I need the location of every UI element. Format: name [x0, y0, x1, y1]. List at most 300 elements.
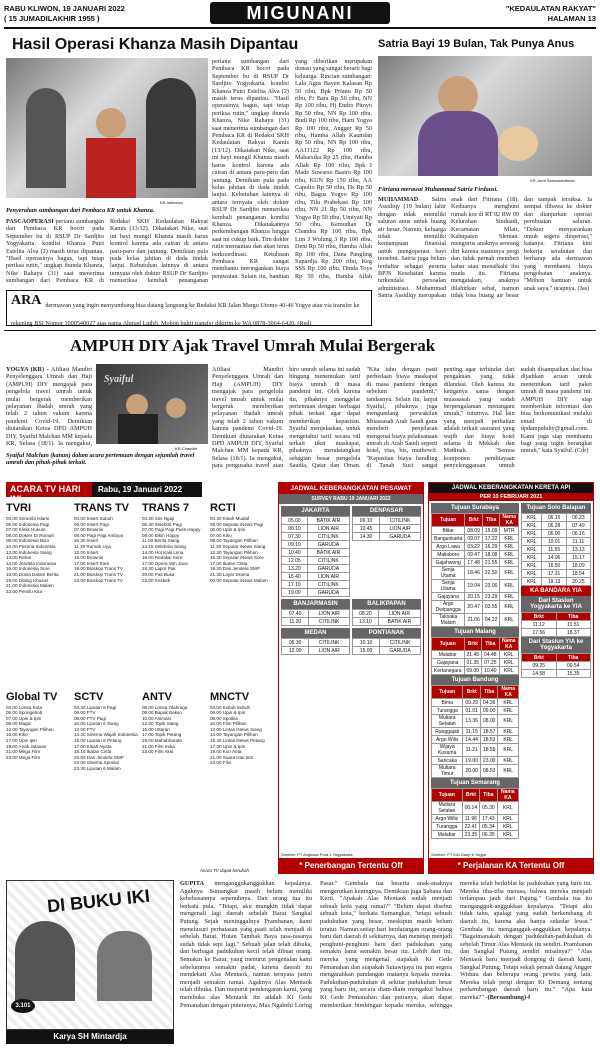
train-cell: 09.00: [480, 707, 498, 715]
plane-row: [282, 610, 350, 618]
train-cell: 17.43: [480, 815, 498, 823]
train-row: [432, 543, 519, 551]
train-cell: KRL: [497, 802, 518, 815]
tv-program: 22.00 Kesbek: [142, 577, 171, 583]
donation-notice: [6, 290, 372, 326]
plane-route-table: [281, 609, 350, 626]
bandara-header: Tiba: [556, 613, 591, 621]
train-cell: KRL: [500, 593, 519, 601]
train-cell: 08.00: [480, 715, 498, 728]
train-footer: * Perjalanan KA Tertentu Off: [429, 858, 593, 873]
train-cell: Wijaya Kusuma: [432, 744, 463, 757]
train-row: [432, 614, 519, 627]
plane-cell: 12.05: [282, 557, 308, 565]
tv-program: 09.00 Bikin Happy: [142, 532, 180, 538]
train-header: Nama KA: [500, 514, 519, 527]
train-header: Tujuan: [432, 638, 465, 651]
plane-cell: LION AIR: [307, 525, 349, 533]
prameks-cell: KRL: [522, 522, 542, 530]
train-cell: 18.57: [480, 728, 498, 736]
comic-badge: 3.101: [11, 999, 35, 1013]
article1-caption: Penyerahan sumbangan dari Pembaca KR untuk Khanza.: [6, 207, 155, 214]
prameks-table: [521, 513, 591, 586]
tv-program: 17.00 Kisah Nyata: [74, 743, 112, 749]
train-header: Tujuan: [432, 514, 465, 527]
plane-route-city: PONTIANAK: [352, 628, 421, 638]
plane-cell: CITILINK: [380, 517, 421, 525]
article1-text: perianu sumbangan dari Pembaca KR bocor pada September bu di RSUP Dr Sardjito Yogyakarta. kondisi Khanza Putri Estelita Alva (2) masih terus dipantau. "Hasil operasinya bagus, tapi tetap periksa rutin," ungkap ibunda Khanza, Nike Rahayu (31) saat menerima sumbangan dari Pembaca KR di Redaksi SKH Kedaulatan Rakyat Kamis (13/12). Dikatakan Nike, saat ini bayi mungil Khanza masih harus kontrol karena ada cairan di antara paru-paru dan jantung. Demikian pula pada kelas jahitan di dada tindak lanjut. Kebutuhan lainnya di antara ternyata oleh dokter RSUP Dr Sardjito memeriksa kembali penanganan: [6, 218, 208, 285]
bandara-cell: 18.37: [556, 629, 591, 637]
plane-subtitle: SURVEY RABU 19 JANUARI 2022: [279, 494, 423, 504]
article3-body: Afiliasi Mandiri Penyelenggara Umrah dan Haji (AMPUH) DIY mengajak para pengelola travel umrah untuk mulai bergerak memberikan pelayanan ibadah umrah yang telah 2 tahun vakum karena pandemi Covid-19. Demikian diutarakan Ketua DPD AMPUH DIY, Syaiful Malchan MM kepada KR, Selasa (18/1). Ia mengakui, para pengusaha travel atau biro umrah selama ini sudah bingung menentukan tarif biaya umrah di masa pandemi ini. Oleh karena itu, pihaknya menggelar pertemuan dengan berbagai pihak terkait agar dapat memberikan kepastian. Syaiful menjelaskan, untuk mengetahui tarif secara riil terkait tiket maskapai, pihaknya mendatangkan sebagian besar pengelola Saudia, Qatar dan Oman. "Kita tahu dengan pasti perbedaan biaya maskapai di masa pandemi dengan sebelum pandemi," tandasnya. Selain itu, lanjut Syaiful, pihaknya juga mengundang perwakilan Muassasah Arab Saudi guna memberi penjelasan mengenai biaya pelaksanaan umrah di Arab Saudi seperti hotel, visa, bis, muthowif. "Kepastian biaya handling di Tanah Suci sangat penting agar terhindar dari pengakuan yang tidak dilandasi. Oleh karena itu ketiganya sama dengan muassasah yang sudah berpengalaman menangani umrah," tuturnya. Hal lain yang menjadi perhatian adalah terkait asuransi yang wajib dan biaya hotel selama di Mekkah dan Madinah. "Semoa komponen pembiayaan penyelenggaraan umrah sudah disampaikan dan bisa dijadikan acuan untuk menentukan tarif paket umrah di masa pandemi ini. AMPUH DIY siap memberikan informasi dan bisa berkomunikasi melalui email di dpdampuhdiy@gmail.com. Kami juga siap membantu bagi yang ingin berangkat umrah," kata Syaiful. (Cdr): [212, 366, 592, 470]
train-cell: 09.47: [465, 551, 483, 559]
tv-program: 12.00 FTV: [74, 726, 96, 732]
tv-program: 20.00 Pas Buka: [142, 571, 175, 577]
article2-text: Satria Assidiqy (19 bulan) lahir dengan tidak memiliki saluran anus untuk buang air besar. Namun, keluarga tidak memiliki kemampuan finansial untuk mengoperasi bayi tersebut. Satria juga belum terdaftar sebagai peserta BPJS Kesehatan karena terkendala persoalan administrasi. Muhammad Satria Assidiqy merupakan anak dari Fitriana (18). Keduanya menghuni rumah kos di RT 02 RW 09 Kelurahan Sinduadi, Kecamatan Mlati, Kabupaten Sleman. mengurus anaknya seorang diri karena suaminya pergi dan tidak pernah memberi kabar atau menafkahi ibu muda itu. Fitriana mengatakan, anaknya dilahirkan sehat, namun tidak bisa buang air besar dan tampak tersiksa. Ia sempat dibawa ke dokter dan dianjurkan operasi pembuatan saluran. "Dokter menyarankan untuk segera dioperasi," katanya. Fitriana kini bekerja serabutan dan berharap ada dermawan yang membantu biaya pengobatan anaknya. "Mohon bantuan untuk anak saya," ucapnya. (Jas): [378, 196, 592, 300]
train-cell: Bangunkarta: [432, 535, 465, 543]
train-row: [432, 651, 519, 659]
tv-program: 08.00 FTV Pagi: [74, 715, 106, 721]
article1-body-cont: perianu sumbangan dari Pembaca KR bocor pada September bu di RSUP Dr Sardjito Yogyakarta. kondisi Khanza Putri Estelita Alva (2) masih terus dipantau. "Hasil operasinya bagus, tapi tetap periksa rutin," ungkap ibunda Khanza, Nike Rahayu (31) saat menerima sumbangan dari Pembaca KR di Redaksi SKH Kedaulatan Rakyat Kamis (13/12). Dikatakan Nike, saat ini bayi mungil Khanza masih harus kontrol karena ada cairan di antara paru-paru dan jantung. Demikian pula pada kelas jahitan di dada tindak lanjut. Kebutuhan lainnya di antara ternyata oleh dokter RSUP Dr Sardjito memeriksa kembali penanganan kondisi Khanza. Dikatakannya perkembangan Khanza hingga saat ini cukup baik. Tim dokter rutin memantau dan akan terus berkoordinasi. Ketulusan Pembaca KR sangat membantu meringankan biaya perawatan. Selain itu, bantuan yang diberikan merupakan donasi yang sangat berarti bagi keluarga. Rincian sumbangan: Lala Agus Bayen Kalasan Rp 50 ribu, Bpk Prianu Rp 50 ribu, Fr Bara Rp 50 ribu, NN Rp 100 ribu, Hj Endro Pitoyo Rp 50 ribu, NN Rp 100 ribu, Budi Rp 100 ribu, Harti Yogya Rp 100 ribu, Angger Rp 50 ribu, Hamba Allah Kaumfan Rp 50 ribu, NN Rp 100 ribu, AA11122 Rp 100 ribu, Maharsika Rp 25 ribu, Hamba Allah Rp 100 ribu, Bpk I Made Suwarso Basiro Rp 100 ribu, KUN Rp 150 ribu, AA Capolio Rp 50 ribu, Hs Rp 50 ribu, Bagus Yogyo Rp 100 ribu, Tilu Prabekasi Rp 100 ribu, NN 21 Rp 50 ribu, NN Yogya Rp 50 ribu, Umiyati Rp 50 ribu. Kemudian Dr Chandra Rp 100 ribu, Bpk Lim J Wulung 3 Rp 100 ribu, Deni Rp 50 ribu, Hamba Allah Rp 100 ribu, Dana Pangling Supardja Rp 200 ribu, Keg SSS Rp 100 ribu, Dinda Toys Rp 50 ribu, Hamba Allah: [212, 58, 372, 280]
tv-program: 21.00 Film India: [142, 743, 175, 749]
train-header: Nama KA: [499, 638, 518, 651]
train-cell: 20.15: [465, 593, 483, 601]
notice-text: dermawan yang ingin menyumbang bisa datang langsung ke Redaksi KR Jalan Margo Utomo 40-46 Yogya atau via transfer ke rekening BSI Nomor 1000540027 atas nama Ahmad Luthfi. Mohon bukti transfer dikirim ke WA 0878-3064-6420. (Red): [11, 302, 360, 327]
comic-title: DI BUKU IKI: [46, 885, 151, 917]
date-line-1: RABU KLIWON, 19 JANUARI 2022: [4, 4, 125, 13]
prameks-cell: 15.17: [566, 554, 590, 562]
plane-row: [282, 549, 350, 557]
train-row: [432, 728, 519, 736]
train-header: Brkt: [463, 686, 481, 699]
train-row: [432, 715, 519, 728]
train-row: [432, 659, 519, 667]
tv-program: 08.00 Dokter Di Rumah: [6, 532, 55, 538]
plane-row: [282, 517, 350, 525]
article2-caption: Fitriana merawat Muhammad Satria Firdausi.: [378, 186, 498, 193]
train-cell: 18.53: [480, 736, 498, 744]
article3-lead: [6, 366, 92, 448]
train-cell: 23.35: [462, 831, 480, 839]
plane-cell: CITILINK: [307, 533, 349, 541]
plane-route: [281, 506, 350, 597]
train-cell: KRL: [498, 757, 519, 765]
tv-program: 23.00 Film: [210, 760, 232, 766]
plane-cell: 06.30: [282, 639, 309, 647]
bandara-cell: 11.12: [522, 621, 556, 629]
tv-program: 04.00 Lensa Kota: [6, 704, 43, 710]
plane-route-city: DENPASAR: [352, 506, 421, 516]
tv-program: 21.00 Suara Hati Istri: [210, 754, 254, 760]
plane-cell: 08.20: [353, 610, 379, 618]
train-cell: 17.48: [465, 559, 483, 567]
train-cell: KRL: [498, 765, 519, 778]
prameks-cell: 13.13: [566, 546, 590, 554]
plane-row: [353, 610, 421, 618]
train-cell: Argo Wilis: [432, 736, 463, 744]
tv-program: 04.30 Liputan 6 Pagi: [74, 704, 117, 710]
bandara-cell: 17.56: [522, 629, 556, 637]
plane-row: [282, 618, 350, 626]
prameks-row: [522, 514, 591, 522]
train-header: Brkt: [465, 514, 483, 527]
tv-program: 19.00 Dialog Khusus: [6, 577, 49, 583]
plane-cell: 06.10: [353, 517, 380, 525]
article2-body: [378, 196, 592, 326]
plane-cell: GARUDA: [307, 541, 349, 549]
tv-program: 15.00 Brownis: [74, 555, 104, 561]
plane-cell: CITILINK: [309, 639, 350, 647]
train-row: [432, 593, 519, 601]
tv-program: 18.30 Lapor Pak: [142, 566, 176, 572]
plane-schedule: [278, 482, 424, 874]
plane-cell: 09.10: [282, 541, 308, 549]
train-cell: 08.53: [480, 765, 498, 778]
tv-program: 21.00 Bioskop Trans TV: [74, 571, 123, 577]
plane-row: [353, 647, 421, 655]
plane-route-table: [281, 516, 350, 597]
train-cell: KRL: [499, 667, 518, 675]
article1-body: [6, 218, 208, 286]
plane-cell: 15.40: [282, 573, 308, 581]
tv-program: 08.00 Spotlite: [210, 715, 239, 721]
train-cell: KRL: [498, 744, 519, 757]
train-cell: 09.07: [465, 535, 483, 543]
train-cell: Senja Utama: [432, 567, 465, 580]
train-header-row: [432, 789, 519, 802]
bandara-header: Tiba: [556, 654, 591, 662]
article2-headline: Satria Bayi 19 Bulan, Tak Punya Anus: [378, 38, 575, 50]
train-cell: Taksaka Malam: [432, 614, 465, 627]
plane-cell: GARUDA: [307, 565, 349, 573]
bandara-group-name: Dari Stasiun YIA ke Yogyakarta: [521, 637, 591, 653]
tv-program: 19.30 Dari Jendela SMP: [210, 566, 260, 572]
article2-dateline: MUHAMMAD: [378, 196, 419, 203]
article3-dateline: YOGYA (KR) -: [6, 366, 49, 373]
tv-program: 04.30 Kisah Mualaf: [210, 516, 250, 521]
tv-program: 17.00 Opera Van Java: [142, 560, 188, 566]
bandara-cell: 09.25: [522, 662, 556, 670]
tv-program: 21.30 Layar Drama: [210, 571, 250, 577]
train-cell: 18.46: [465, 567, 483, 580]
plane-row: [282, 639, 350, 647]
tv-program: 11.30 Seputar iNews Siang: [210, 543, 266, 549]
train-header: Nama KA: [498, 686, 519, 699]
train-cell: KRL: [497, 815, 518, 823]
train-cell: 21.55: [482, 559, 500, 567]
train-group-name: Tujuan Malang: [431, 627, 519, 637]
tv-program: 07.00 Brownis: [74, 527, 104, 533]
tv-program: 19.00 Mahabharata: [142, 738, 182, 744]
train-cell: Gajahwong: [432, 559, 465, 567]
train-cell: Malabar: [432, 651, 465, 659]
tv-schedule: [6, 500, 274, 875]
article3-photo-label: Syaiful: [104, 374, 134, 385]
train-row: [432, 802, 519, 815]
prameks-cell: 06.16: [566, 530, 590, 538]
tv-program: 07.00 Klinik Hukum: [6, 527, 46, 533]
tv-program: 13.00 Rehat: [6, 555, 32, 561]
plane-cell: 19.00: [282, 589, 308, 597]
tv-program: 16.30 Seputar iNews Sore: [210, 555, 264, 561]
train-cell: Malioboro: [432, 551, 465, 559]
train-row: [432, 699, 519, 707]
train-row: [432, 601, 519, 614]
train-cell: Mutiara Selatan: [432, 802, 463, 815]
train-cell: KRL: [500, 567, 519, 580]
masthead-page: [506, 4, 596, 24]
train-row: [432, 551, 519, 559]
train-header: Brkt: [462, 789, 480, 802]
train-row: [432, 815, 519, 823]
prameks-cell: 06.23: [566, 514, 590, 522]
plane-row: [282, 647, 350, 655]
train-row: [432, 667, 519, 675]
plane-cell: 05.00: [282, 517, 308, 525]
train-cell: 10.40: [482, 667, 500, 675]
prameks-title: Tujuan Solo Balapan: [521, 503, 591, 513]
tv-program: 06.00 Upin & Ipin: [210, 527, 246, 533]
train-cell: 05.34: [480, 823, 498, 831]
train-row: [432, 831, 519, 839]
plane-footer: * Penerbangan Tertentu Off: [279, 858, 423, 873]
train-header: Tiba: [480, 789, 498, 802]
story-body: menganggukanggukkan kepalanya. Agaknya Sumangkar masih belum memiliki kebebasannya sepenuhnya. Dan orang tua itu berkata pula, "Tetapi, aku mungkin tidak dapat mengenali lagi daerah sebelah Barat Sangkal Putung. Sejak meninggalnya Prambanan, kami menelusuri perbatasan yang pasti telah menjadi di sebelah Barat. Hutan Tambak Baya rasa-rasanya sudah tidak sepi lagi." Sebuah jalan telah dibuka, dan berbagai padukuhan kecil telah dibuat orang. Semakin ke Barat, yang menurut pengenalan kami sebelumnya semakin padat, karena daerah itu mendekati Alas Mentaok, namun ternyata justru menjadi semakin ramai. Agaknya Alas Mentaok telah dibuka. Dan menurut pendengaran kami, yang membuka alas Mentaok itu adalah Ki Gede Pemanahan dengan puteranya, Mas Ngabehi Loring Pasar." Gembala tua beserta anak-anaknya mengerutkan keningnya. Demikian juga Sabana dan Kerti. "Apakah Alas Mentaok sudah menjadi sebuah kota yang ramai?" "Belum dapat disebut sebuah kota," berkata Sumangkar, "tetapi sebuah padukuhan yang besar, meskipun masih belum teratur. Namun setiap hari berdatangan orang-orang baru dari daerah di sekitarnya, dan menetap menjadi penghuni-penghuni baru dari padukuhan yang semakin lama semakin besar itu. Lebih dari itu, mereka yang mengenal siapakah Ki Gede Pemanahan dan siapakah Sutawijaya itu pun segera mengarahkan pandangan matanya kepada mereka. Padukuhan-padukuhan di sekitar padukuhan besar yang baru itu, secara diam-diam mengakui bahwa Ki Gede Pemanahan dan putranya, akan dapat memberikan bimbingan kepada mereka, sehingga mereka telah berkiblat ke padukuhan yang baru itu. Mereka tiba-tiba merasa, bahwa mereka menjadi terlampau jauh dari Pajang." Gembala tua itu mengangguk-anggukkan kepalanya. "Tetapi aku tidak tahu, apalagi yang sudah berkembang di daerah itu, karena aku hanya sekedar lewat." Gembala itu mengangguk-anggukkan kepalanya. "Bagaimanakah dengan padukuhan-padukuhan di sebelah Timur Alas Mentaok itu sendiri. Prambanan dan Sangkal Putung sendiri misalnya?" "Alas Mentaok baru menjadi dongeng di daerah kami, Sangkal Putung. Tetapi sekali pernah datang Angger Widura dan beberapa orang pewira yang lain. Mereka telah pergi dengan Ki Demang tentang perkembangan daerah baru itu." "Apa kata mereka?": [180, 880, 592, 1009]
prameks-cell: KRL: [522, 578, 542, 586]
train-cell: KRL: [500, 543, 519, 551]
train-cell: Blitar: [432, 527, 465, 535]
article1-photo-credit: KR-Istimewa: [160, 200, 183, 205]
train-cell: 20.47: [465, 601, 483, 614]
prameks-row: [522, 522, 591, 530]
train-cell: Turangga: [432, 823, 463, 831]
train-cell: 04.48: [482, 651, 500, 659]
tv-program: 22.00 Sinema Spesial: [74, 760, 119, 766]
prameks-cell: 06.28: [542, 522, 566, 530]
tv-program: 18.15 Ikatan Cinta: [74, 749, 112, 755]
tv-program: 08.00 Pagi Pagi Ambyar: [74, 532, 124, 538]
tv-channel-name: TRANS 7: [142, 502, 190, 514]
tv-channel-name: SCTV: [74, 690, 104, 703]
tv-channel: [142, 500, 206, 687]
tv-date: Rabu, 19 Januari 2022: [92, 482, 202, 497]
article2-photo-credit: KR-Jarot Sarwosambodo: [530, 178, 575, 183]
train-cell: 08.09: [465, 527, 483, 535]
prameks-cell: KRL: [522, 538, 542, 546]
tv-program: 15.00 Kiko: [6, 732, 28, 738]
train-cell: 04.36: [480, 699, 498, 707]
tv-program: 19.00 Bioskop Trans TV: [74, 566, 123, 572]
train-cell: Mutiara Timur: [432, 765, 463, 778]
train-cell: 04.22: [482, 614, 500, 627]
train-header-row: [432, 514, 519, 527]
plane-cell: 14.30: [353, 533, 380, 541]
prameks-cell: KRL: [522, 562, 542, 570]
train-cell: 22.41: [462, 823, 480, 831]
train-cell: Bima: [432, 699, 463, 707]
article1-headline: Hasil Operasi Khanza Masih Dipantau: [12, 36, 299, 53]
plane-route: [352, 628, 421, 655]
train-cell: Ranggajati: [432, 728, 463, 736]
tv-program: 16.00 Indonesia Sore: [6, 566, 50, 572]
train-cell: 22.50: [482, 567, 500, 580]
tv-program: 23.00 Film Aksi: [142, 749, 174, 755]
tv-program: 19.00 Anak Jalanan: [6, 743, 47, 749]
article3-headline: AMPUH DIY Ajak Travel Umrah Mulai Bergerak: [70, 336, 436, 355]
prameks-cell: KRL: [522, 554, 542, 562]
train-table: [431, 685, 519, 778]
plane-route: [281, 628, 350, 655]
train-cell: 11.15: [463, 728, 481, 736]
train-header-row: [432, 638, 519, 651]
train-cell: Gajayana: [432, 593, 465, 601]
train-cell: KRL: [498, 736, 519, 744]
train-cell: KRL: [500, 551, 519, 559]
train-source: Sumber: PT KAI Daop 6 Yogya: [431, 852, 486, 857]
train-group-name: Tujuan Bandung: [431, 675, 519, 685]
page-number: HALAMAN 13: [547, 14, 596, 23]
tv-channel: [142, 689, 206, 876]
prameks-cell: KRL: [522, 514, 542, 522]
plane-cell: BATIK AIR: [307, 549, 349, 557]
plane-route-table: [352, 516, 421, 541]
train-cell: 23.00: [480, 757, 498, 765]
train-group-name: Tujuan Semarang: [431, 778, 519, 788]
train-cell: 21.45: [464, 651, 482, 659]
plane-row: [282, 589, 350, 597]
train-cell: 18.08: [482, 551, 500, 559]
plane-row: [282, 541, 350, 549]
plane-cell: 06.10: [282, 525, 308, 533]
train-cell: 11.96: [462, 815, 480, 823]
train-cell: KRL: [498, 707, 519, 715]
prameks-cell: 06.15: [542, 514, 566, 522]
train-cell: 19.04: [465, 580, 483, 593]
plane-cell: LION AIR: [309, 647, 350, 655]
plane-row: [282, 533, 350, 541]
bandara-header-row: [522, 613, 591, 621]
tv-program: 10.00 Film Pilihan: [210, 721, 247, 727]
article1-dateline: PASCAOPERASI: [6, 218, 54, 225]
tv-program: 06.00 Insert Pagi: [74, 521, 109, 527]
train-cell: 09.00: [464, 667, 482, 675]
tv-program: 06.00 FTV: [74, 710, 96, 716]
bandara-header: Brkt: [522, 613, 556, 621]
train-row: [432, 527, 519, 535]
plane-routes: [279, 504, 423, 657]
article3-lead-text: Afiliasi Mandiri Penyelenggara Umrah dan Haji (AMPUH) DIY mengajak para pengelola travel umrah untuk mulai bergerak memberikan pelayanan ibadah umrah yang telah 2 tahun vakum karena pandemi Covid-19. Demikian diutarakan Ketua DPD AMPUH DIY, Syaiful Malchan MM kepada KR, Selasa (18/1). Ia mengakui,: [6, 366, 92, 448]
train-row: [432, 765, 519, 778]
tv-program: 15.00 Uttaran: [142, 726, 170, 732]
train-cell: 17.22: [482, 535, 500, 543]
train-cell: KRL: [497, 823, 518, 831]
prameks-cell: 07.49: [566, 522, 590, 530]
article3-photo: [96, 364, 208, 444]
train-cell: Kertanegara: [432, 667, 465, 675]
tv-channel: [74, 500, 138, 687]
plane-title: JADWAL KEBERANGKATAN PESAWAT: [279, 483, 423, 494]
plane-route-table: [281, 638, 350, 655]
bandara-table: [521, 653, 591, 678]
train-header: Tujuan: [432, 686, 463, 699]
notice-dropcap: ARA: [11, 293, 42, 308]
plane-cell: LION AIR: [380, 525, 421, 533]
prameks-row: [522, 546, 591, 554]
plane-cell: 11.20: [282, 618, 309, 626]
tv-program: 05.00 Seputar iNews Pagi: [210, 521, 264, 527]
plane-cell: GARUDA: [307, 589, 349, 597]
train-cell: 00.14: [462, 802, 480, 815]
article3-photo-credit: KR-Chaeddr: [175, 446, 198, 451]
plane-route-table: [352, 638, 421, 655]
tv-program: 08.00 Tayangan Pilihan: [210, 538, 258, 544]
train-table: [431, 637, 519, 675]
train-header: Tujuan: [432, 789, 463, 802]
train-subtitle: PER 10 FEBRUARI 2021: [429, 493, 593, 501]
plane-route: [281, 599, 350, 626]
tv-program: 11.00 Berita Siang: [142, 538, 180, 544]
tv-banner: ACARA TV HARI INI: [6, 482, 92, 497]
tv-program: 23.00 Mega Film: [6, 754, 41, 760]
prameks-cell: 18.54: [566, 570, 590, 578]
tv-program: 13.15 Selebrita Siang: [142, 543, 186, 549]
bandara-cell: 09.54: [556, 662, 591, 670]
train-row: [432, 736, 519, 744]
train-table: [431, 513, 519, 627]
plane-cell: GARUDA: [380, 533, 421, 541]
tv-footnote: Acara TV dapat berubah: [200, 868, 250, 873]
tv-program: 17.00 Topik Petang: [142, 732, 182, 738]
prameks-cell: 14.06: [542, 554, 566, 562]
train-cell: Sancaka: [432, 757, 463, 765]
train-cell: Gajayana: [432, 659, 465, 667]
train-cell: KRL: [500, 580, 519, 593]
tv-channel: [210, 500, 274, 687]
comic-illustration: [6, 880, 174, 1030]
tv-program: 10.00 Liputan 6 Siang: [74, 721, 119, 727]
train-cell: 18.59: [480, 744, 498, 757]
train-cell: 11.21: [463, 744, 481, 757]
plane-cell: 12.00: [282, 647, 309, 655]
section-rule: [4, 330, 596, 331]
prameks-row: [522, 554, 591, 562]
tv-channel-name: ANTV: [142, 690, 172, 703]
prameks-cell: 18.09: [566, 562, 590, 570]
train-header: Brkt: [464, 638, 482, 651]
train-header: Tiba: [482, 514, 500, 527]
train-group-name: Tujuan Surabaya: [431, 503, 519, 513]
plane-route-city: BANJARMASIN: [281, 599, 350, 609]
tv-program: 23.00 Bioskop Trans TV: [74, 577, 123, 583]
story-text: [180, 880, 592, 1046]
train-cell: KRL: [500, 601, 519, 614]
tv-program: 07.00 Pagi Pagi Pasti Happy: [142, 527, 201, 533]
masthead-date: [4, 4, 125, 24]
tv-program: 12.00 Tayangan Pilihan: [6, 726, 54, 732]
tv-program: 12.00 Lintas iNews Siang: [210, 726, 262, 732]
bandara-group-name: Dari Stasiun Yogyakarta ke YIA: [521, 596, 591, 612]
train-cell: 21.06: [465, 614, 483, 627]
train-cell: 20.00: [463, 765, 481, 778]
train-row: [432, 559, 519, 567]
tv-channel-name: RCTI: [210, 502, 236, 514]
plane-cell: BATIK AIR: [378, 618, 420, 626]
bandara-row: [522, 662, 591, 670]
plane-source: Sumber: PT Angkasa Pura 1 Yogyakarta: [281, 852, 353, 857]
tv-channel-name: MNCTV: [210, 690, 250, 703]
plane-route-city: MEDAN: [281, 628, 350, 638]
plane-route-table: [352, 609, 421, 626]
